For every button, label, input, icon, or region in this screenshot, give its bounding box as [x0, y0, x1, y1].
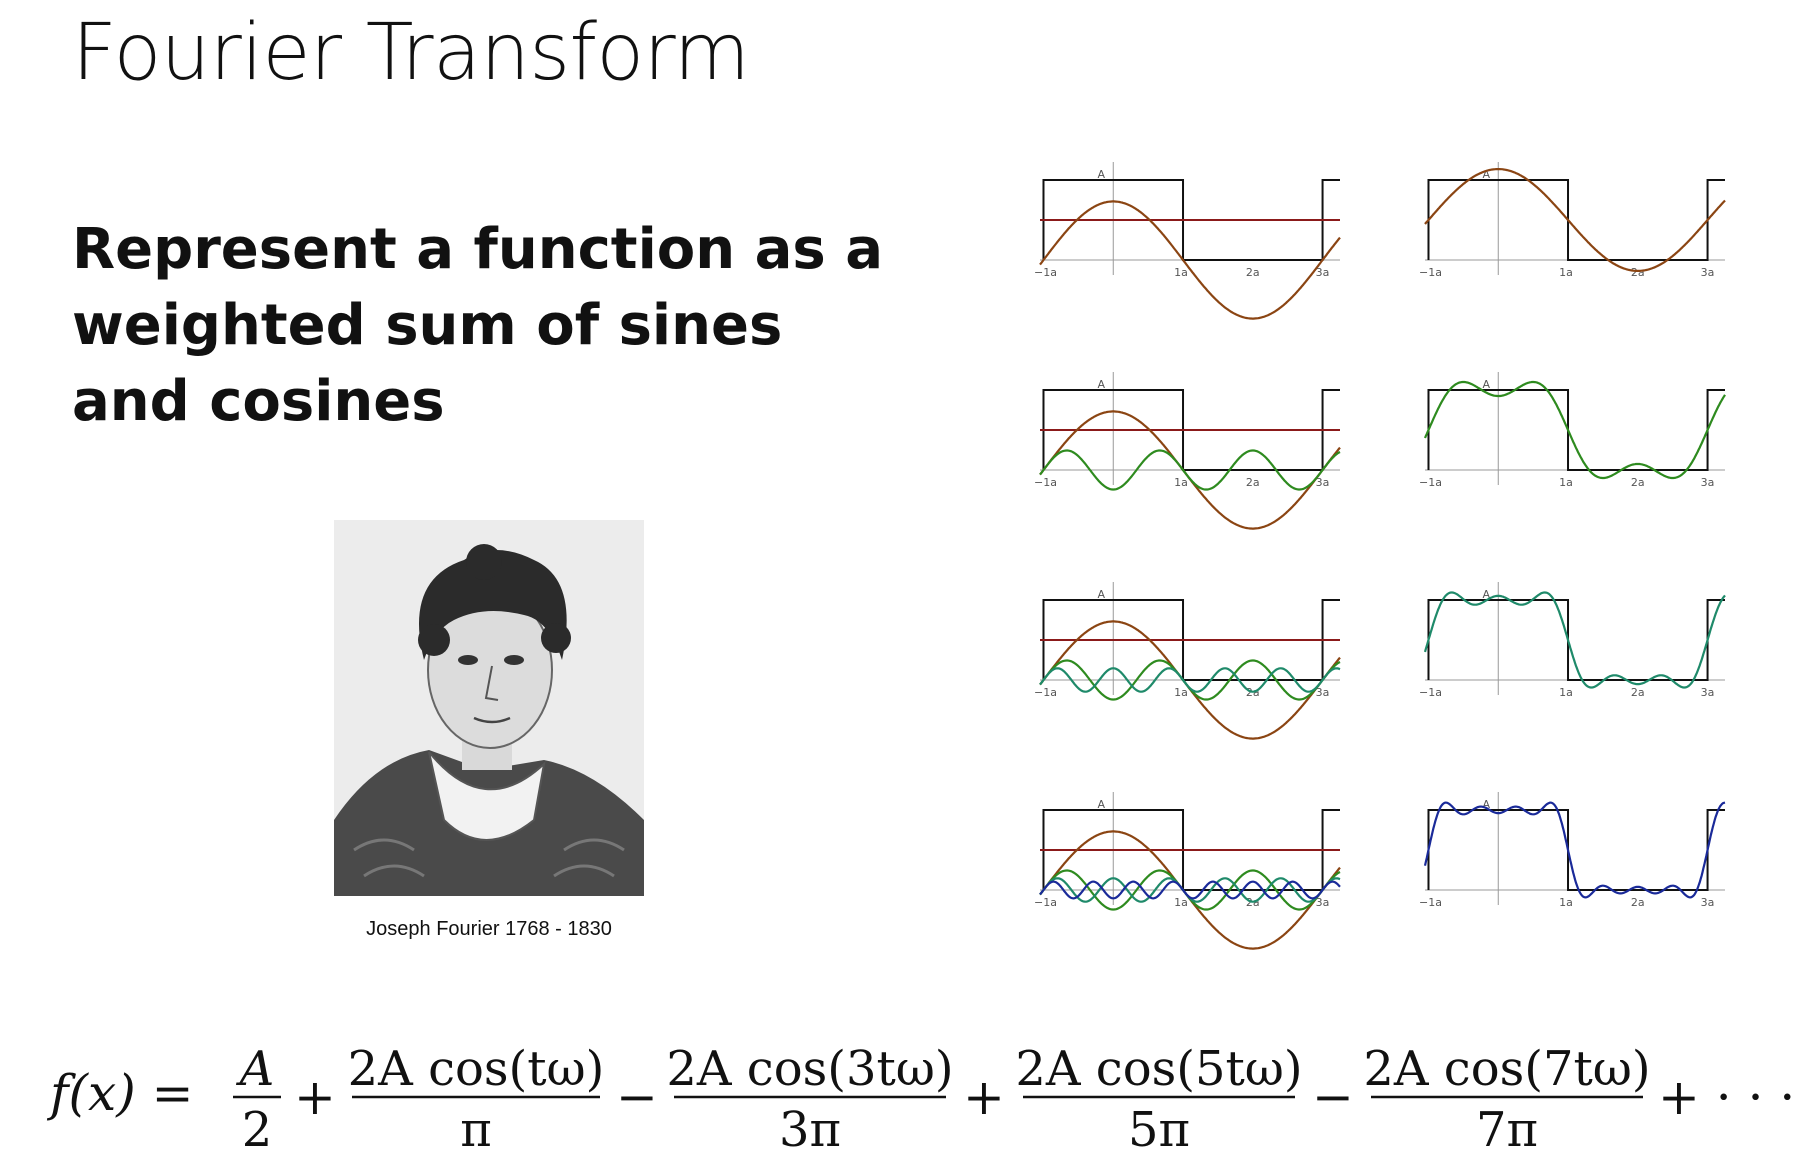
tick-label-2a: 2a — [1630, 896, 1645, 909]
graph-r1-c0 — [1034, 372, 1340, 529]
formula-term0-numerator: A — [239, 1041, 275, 1097]
tick-label-neg: −1a — [1034, 686, 1057, 699]
tick-label-3a: 3a — [1700, 896, 1715, 909]
amplitude-label: A — [1097, 378, 1106, 391]
tick-label-2a: 2a — [1630, 476, 1645, 489]
partial-sum-curve — [1425, 382, 1725, 478]
tick-label-2a: 2a — [1245, 686, 1260, 699]
partial-sum-curve — [1425, 169, 1725, 271]
tick-label-3a: 3a — [1315, 896, 1330, 909]
tick-label-neg: −1a — [1419, 476, 1442, 489]
tick-label-1a: 1a — [1174, 266, 1188, 279]
tick-label-1a: 1a — [1559, 266, 1573, 279]
tick-label-1a: 1a — [1174, 686, 1188, 699]
amplitude-label: A — [1097, 588, 1106, 601]
tick-label-3a: 3a — [1315, 266, 1330, 279]
formula-term3-numerator: 2A cos(5tω) — [1015, 1041, 1303, 1097]
formula-term1-denominator: π — [460, 1102, 492, 1158]
tick-label-3a: 3a — [1700, 686, 1715, 699]
graph-r0-c0 — [1034, 162, 1340, 319]
formula-op-2: − — [616, 1068, 658, 1126]
amplitude-label: A — [1482, 588, 1491, 601]
portrait-caption: Joseph Fourier 1768 - 1830 — [366, 918, 612, 940]
tick-label-2a: 2a — [1245, 896, 1260, 909]
tick-label-neg: −1a — [1419, 266, 1442, 279]
partial-sum-curve — [1425, 593, 1725, 688]
square-wave — [1428, 390, 1725, 470]
tick-label-2a: 2a — [1245, 476, 1260, 489]
fourier-series-formula — [40, 1030, 1820, 1166]
graph-r3-c1 — [1419, 792, 1725, 909]
tick-label-1a: 1a — [1559, 686, 1573, 699]
amplitude-label: A — [1482, 168, 1491, 181]
formula-term3-denominator: 5π — [1127, 1102, 1191, 1158]
formula-term1-numerator: 2A cos(tω) — [347, 1041, 605, 1097]
fourier-series-graphs — [1034, 150, 1820, 1000]
graph-r2-c1 — [1419, 582, 1725, 699]
portrait-right-eye — [504, 655, 524, 665]
formula-term4-numerator: 2A cos(7tω) — [1363, 1041, 1651, 1097]
slide-subtitle: Represent a function as a weighted sum of sines and cosines — [72, 217, 884, 434]
tick-label-neg: −1a — [1034, 476, 1057, 489]
tick-label-2a: 2a — [1630, 686, 1645, 699]
tick-label-2a: 2a — [1630, 266, 1645, 279]
tick-label-neg: −1a — [1419, 686, 1442, 699]
tick-label-1a: 1a — [1174, 476, 1188, 489]
formula-term4-denominator: 7π — [1475, 1102, 1539, 1158]
amplitude-label: A — [1482, 798, 1491, 811]
formula-tail: + · · · — [1658, 1068, 1796, 1126]
amplitude-label: A — [1097, 798, 1106, 811]
portrait-left-eye — [458, 655, 478, 665]
amplitude-label: A — [1482, 378, 1491, 391]
tick-label-3a: 3a — [1315, 686, 1330, 699]
tick-label-2a: 2a — [1245, 266, 1260, 279]
slide-title: Fourier Transform — [72, 8, 750, 98]
tick-label-1a: 1a — [1559, 896, 1573, 909]
tick-label-3a: 3a — [1700, 266, 1715, 279]
tick-label-neg: −1a — [1034, 896, 1057, 909]
formula-op-3: + — [963, 1068, 1005, 1126]
tick-label-1a: 1a — [1559, 476, 1573, 489]
tick-label-3a: 3a — [1315, 476, 1330, 489]
tick-label-neg: −1a — [1034, 266, 1057, 279]
formula-term0-denominator: 2 — [241, 1102, 273, 1158]
graph-r1-c1 — [1419, 372, 1725, 489]
fourier-portrait-image — [334, 520, 644, 896]
graph-r2-c0 — [1034, 582, 1340, 739]
tick-label-neg: −1a — [1419, 896, 1442, 909]
graph-r0-c1 — [1419, 162, 1725, 279]
formula-lhs: f(x) = — [50, 1064, 194, 1122]
amplitude-label: A — [1097, 168, 1106, 181]
square-wave — [1428, 810, 1725, 890]
graph-r3-c0 — [1034, 792, 1340, 949]
tick-label-1a: 1a — [1174, 896, 1188, 909]
formula-term2-denominator: 3π — [778, 1102, 842, 1158]
formula-op-1: + — [294, 1068, 336, 1126]
tick-label-3a: 3a — [1700, 476, 1715, 489]
formula-term2-numerator: 2A cos(3tω) — [666, 1041, 954, 1097]
formula-op-4: − — [1312, 1068, 1354, 1126]
partial-sum-curve — [1425, 803, 1725, 898]
